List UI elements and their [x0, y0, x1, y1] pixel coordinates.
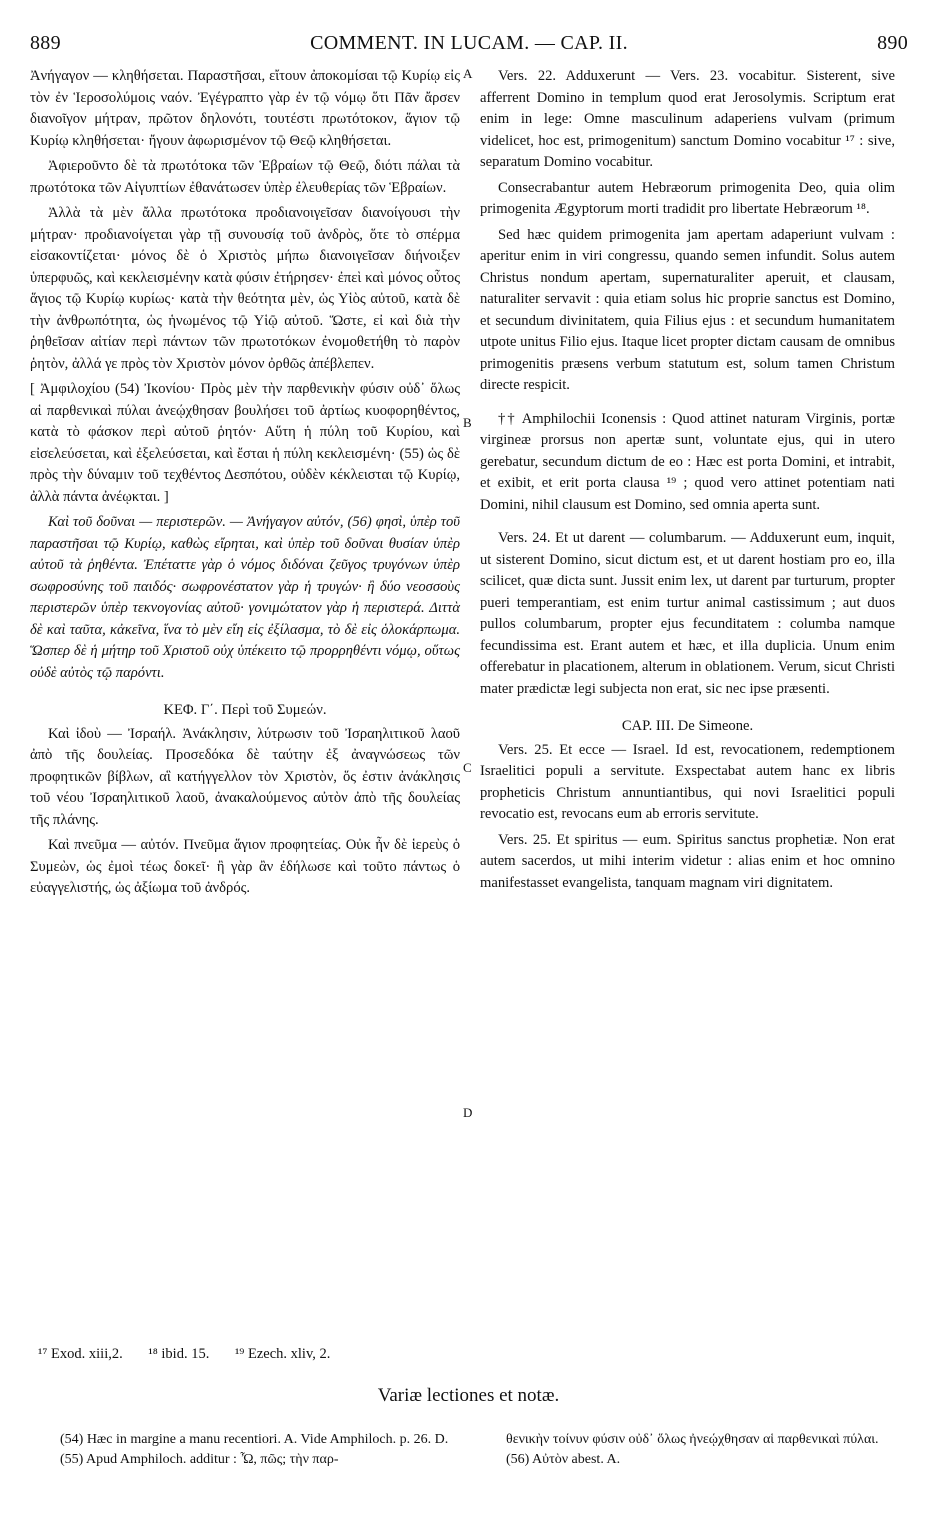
latin-paragraph: Vers. 25. Et ecce — Israel. Id est, revocationem, redemptionem Israelitici populi a servitute. Exspectabat autem hanc ex libris propheticis Christum annuntiantibus, qui novi Israelitici populi revocatio est, revocans eum ab erroris servitute. [480, 741, 895, 822]
footnote: ¹⁹ Ezech. xliv, 2. [234, 1346, 331, 1362]
note: (55) Apud Amphiloch. additur : Ὦ, πῶς; τὴν παρ- [60, 1452, 339, 1467]
latin-paragraph: Vers. 25. Et spiritus — eum. Spiritus sanctus prophetiæ. Non erat autem sacerdos, ut mihi interim videtur : alias enim et hoc omnino manifestasset evangelista, tanquam magnam viri dignitatem. [480, 831, 895, 891]
margin-letter-b: B [463, 415, 472, 430]
note: (56) Αὐτὸν abest. A. [506, 1452, 621, 1467]
scripture-footnotes [38, 1346, 352, 1363]
margin-letter-d: D [463, 1105, 473, 1120]
margin-letter-c: C [463, 760, 472, 775]
latin-paragraph: Consecrabantur autem Hebræorum primogenita Deo, quia olim primogenita Ægyptorum morti tradidit pro libertate Hebræorum ¹⁸. [480, 179, 895, 217]
page-header [30, 32, 908, 62]
notes-right [506, 1430, 916, 1470]
greek-paragraph: Ἀλλὰ τὰ μὲν ἄλλα πρωτότοκα προδιανοιγεῖσαν διανοίγουσι τὴν μήτραν· προδιανοίγεται γὰρ τῇ συνουσίᾳ τοῦ ἀνδρὸς, ὅτε τὸ σπέρμα εἰσακοντίζεται· μόνος δὲ ὁ Χριστὸς μήπω διανοιγεῖσαν διήνοιξεν ὑπερφυῶς, καὶ κεκλεισμένην κατὰ φύσιν ἐτήρησεν· ἐπεὶ καὶ μόνος οὗτος ἅγιος τῷ Κυρίῳ κυρίως· κατὰ τὴν θεότητα μὲν, ὡς Υἱὸς αὐτοῦ, κατὰ δὲ τὴν ἀνθρωπότητα, ὡς ἡνωμένος τῷ Υἱῷ αὐτοῦ. Ὥστε, εἰ καὶ διὰ τὴν ῥηθεῖσαν αἰτίαν περὶ πάντων τῶν πρωτοτόκων ἐνομοθετήθη τὸ παρὸν ῥητὸν, ἀλλά γε πρὸς τὸν Χριστὸν μόνον ὀρθῶς ἀπέβλεπεν. [30, 205, 460, 372]
greek-paragraph: Καὶ ἰδοὺ — Ἰσραήλ. Ἀνάκλησιν, λύτρωσιν τοῦ Ἰσραηλιτικοῦ λαοῦ ἀπὸ τῆς δουλείας. Προσεδόκα δὲ ταύτην ἐξ ἀναγνώσεως τῶν προφητικῶν βίβλων, αἳ κατήγγελλον τὸν Χριστὸν, ὅς ἐστιν ἀνάκλησις τοῦ νέου Ἰσραηλιτικοῦ λαοῦ, ἀνακαλούμενος αὐτὸν ἀπὸ τῆς δουλείας τῆς πλάνης. [30, 725, 460, 828]
greek-column [30, 66, 460, 904]
footnote: ¹⁷ Exod. xiii,2. [38, 1346, 123, 1362]
page-number-right: 890 [877, 32, 908, 54]
latin-paragraph: †† Amphilochii Iconensis : Quod attinet naturam Virginis, portæ virgineæ prorsus non apertæ sunt, voluntate ejus, qui in utero gerebatur, secundum dictum de eo : Hæc est porta Domini, et intrabit, et exibit, et erit porta clausa ¹⁹ ; quod vero attinet potentiam nati Domini, nihil clausum est Domino, sed omnia aperta sunt. [480, 410, 895, 513]
latin-paragraph: Vers. 24. Et ut darent — columbarum. — Adduxerunt eum, inquit, ut sisterent Domino, sicut dictum est, et ut darent hostiam pro eo, illa scilicet, quæ dicta sunt. Jussit enim lex, ut darent par turturum, propter pueri temperantiam, est enim turtur animal castissimum ; aut duos pullos columbarum, propter ejus fecunditatem : columba namque fecundissima est. Erant autem et hæc, et illa duplicia. Unum enim offerebatur in placationem, alterum in oblationem. Verum, sicut Christi mater prædictæ legi subjecta non erat, sic nec ipse præsenti. [480, 530, 895, 697]
latin-paragraph: Sed hæc quidem primogenita jam apertam adaperiunt vulvam : aperitur enim in viri congressu, quando semen infundit. Solus autem Christus nondum apertam, supernaturaliter aperuit, et clausam, naturaliter servavit : quia etiam solus hic proprie sanctus est Domino, et secundum divinitatem, quia Filius ejus : et secundum humanitatem utpote unitus Filio ejus. Itaque licet propter dictam causam de omnibus primogenitis præsens verbum statutum est, solum tamen Christum directe respicit. [480, 226, 895, 393]
notes-left [60, 1430, 465, 1470]
note: (54) Hæc in margine a manu recentiori. A. Vide Amphiloch. p. 26. D. [60, 1432, 449, 1447]
greek-paragraph: [ Ἀμφιλοχίου (54) Ἰκονίου· Πρὸς μὲν τὴν παρθενικὴν φύσιν οὐδ᾽ ὅλως αἱ παρθενικαὶ πύλαι ἀνεῴχθησαν βουλήσει τοῦ ἀρτίως κυοφορηθέντος, κατὰ τὸ φάσκον περὶ αὐτοῦ ῥητόν· Αὕτη ἡ πύλη τοῦ Κυρίου, καὶ εἰσελεύσεται, καὶ ἐξελεύσεται, καὶ ἔσται ἡ πύλη κεκλεισμένη· (55) ὡς δὲ πρὸς τὴν δύναμιν τοῦ τεχθέντος Δεσπότου, οὐδὲν κέκλεισται τῷ Κυρίῳ, ἀλλὰ πάντα ἀνέῳκται. ] [30, 381, 460, 505]
footnote: ¹⁸ ibid. 15. [148, 1346, 210, 1362]
note: θενικὴν τοίνυν φύσιν οὐδ᾽ ὅλως ἠνεῴχθησαν αἱ παρθενικαὶ πύλαι. [506, 1432, 879, 1447]
variae-lectiones-title: Variæ lectiones et notæ. [377, 1385, 560, 1406]
greek-paragraph: Ἀφιεροῦντο δὲ τὰ πρωτότοκα τῶν Ἑβραίων τῷ Θεῷ, διότι πάλαι τὰ πρωτότοκα τῶν Αἰγυπτίων ἐθανάτωσεν ὑπὲρ ἐλευθερίας τῶν Ἑβραίων. [30, 158, 460, 196]
latin-column [480, 66, 895, 898]
running-title: COMMENT. IN LUCAM. — CAP. II. [310, 32, 628, 54]
greek-paragraph: Καὶ τοῦ δοῦναι — περιστερῶν. — Ἀνήγαγον αὐτόν, (56) φησὶ, ὑπὲρ τοῦ παραστῆσαι τῷ Κυρίῳ, καθὼς εἴρηται, καὶ ὑπὲρ τοῦ δοῦναι θυσίαν ὑπὲρ αὐτοῦ τὰ ῥηθέντα. Ἐπέταττε γὰρ ὁ νόμος διδόναι ζεῦγος τρυγόνων ὑπὲρ σωφροσύνης τοῦ παιδός· σωφρονέστατον γὰρ ἡ τρυγών· ἢ δύο νεοσσοὺς περιστερῶν ὑπὲρ τεκνογονίας αὐτοῦ· γονιμώτατον γὰρ ἡ περιστερά. Διττὰ δὲ καὶ ταῦτα, κἀκεῖνα, ἵνα τὸ μὲν εἴη εἰς ἐξίλασμα, τὸ δὲ εἰς ὁλοκάρπωμα. Ὥσπερ δὲ ἡ μήτηρ τοῦ Χριστοῦ οὐχ ὑπέκειτο τῷ προρρηθέντι νόμῳ, οὕτως οὐδὲ αὐτὸς τῷ παρόντι. [30, 514, 460, 681]
greek-section-heading: ΚΕΦ. Γ΄. Περὶ τοῦ Συμεών. [163, 702, 327, 718]
latin-paragraph: Vers. 22. Adduxerunt — Vers. 23. vocabitur. Sisterent, sive afferrent Domino in templum quod erat Jerosolymis. Scriptum erat enim in lege: Omne masculinum adaperiens vulvam (primum videlicet, hoc est, primogenitum) sanctum Domino vocabitur ¹⁷ : sive, separatum Domino vocabitur. [480, 68, 895, 170]
greek-paragraph: Καὶ πνεῦμα — αὐτόν. Πνεῦμα ἅγιον προφητείας. Οὐκ ἦν δὲ ἱερεὺς ὁ Συμεὼν, ὡς ἐμοὶ τέως δοκεῖ· ἢ γὰρ ἂν ἐδήλωσε καὶ τοῦτο πάντως ὁ εὐαγγελιστής, ὡς ἀξίωμα τοῦ ἀνδρός. [30, 837, 460, 896]
greek-paragraph: Ἀνήγαγον — κληθήσεται. Παραστῆσαι, εἴτουν ἀποκομίσαι τῷ Κυρίῳ εἰς τὸν ἐν Ἱεροσολύμοις ναόν. Ἐγέγραπτο γὰρ ἐν τῷ νόμῳ ὅτι Πᾶν ἄρσεν διανοῖγον μήτραν, πρῶτον δηλονότι, τουτέστι πρωτότοκον, ἅγιον τῷ Κυρίῳ κληθήσεται· ἤγουν ἀφωρισμένον τῷ Θεῷ κληθήσεται. [30, 68, 460, 149]
latin-section-heading: CAP. III. De Simeone. [621, 718, 754, 734]
page-number-left: 889 [30, 32, 61, 54]
margin-letter-a: A [463, 66, 473, 81]
